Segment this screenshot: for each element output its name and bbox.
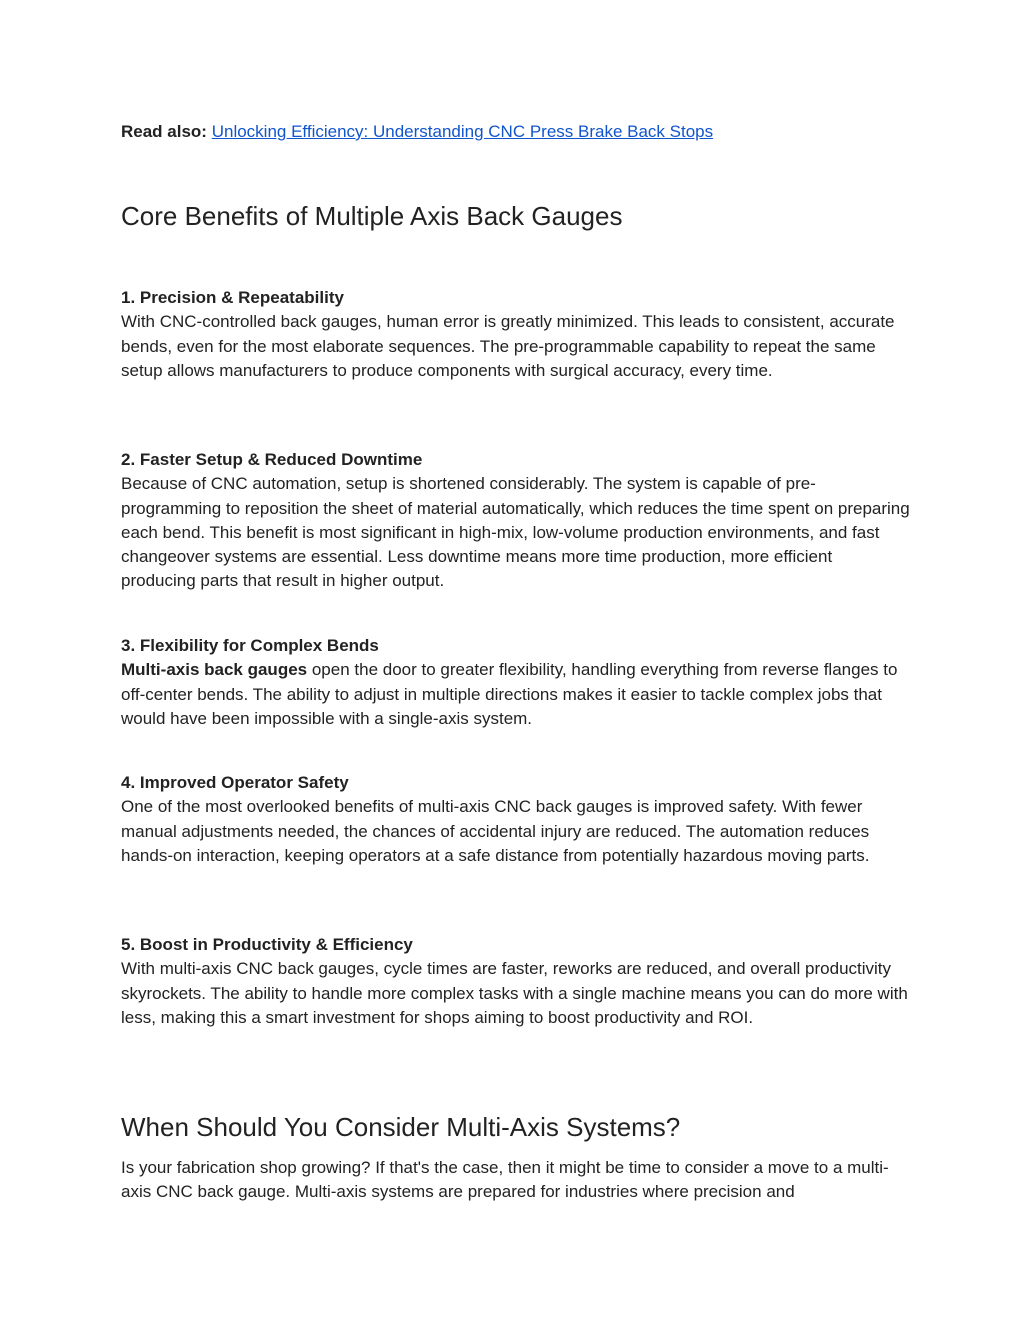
- benefit-3-lead: Multi-axis back gauges: [121, 660, 308, 680]
- read-also-link[interactable]: Unlocking Efficiency: Understanding CNC Press Brake Back Stops: [211, 122, 714, 141]
- benefit-4: [121, 771, 911, 868]
- when-consider-intro: Is your fabrication shop growing? If that's the case, then it might be time to consider a move to a multi-axis CNC back gauge. Multi-axis systems are prepared for industries where precision and: [121, 1158, 889, 1202]
- benefit-2-body: Because of CNC automation, setup is shortened considerably. The system is capable of pre-programming to reposition the sheet of material automatically, which reduces the time spent on preparing each bend. This benefit is most significant in high-mix, low-volume production environments, and fast changeover systems are essential. Less downtime means more time production, more efficient producing parts that result in higher output.: [121, 474, 910, 591]
- benefit-3-paragraph: [121, 658, 911, 731]
- core-benefits-heading: Core Benefits of Multiple Axis Back Gauges: [121, 201, 623, 231]
- benefit-3-title: 3. Flexibility for Complex Bends: [121, 636, 379, 655]
- when-consider-heading: When Should You Consider Multi-Axis Systems?: [121, 1112, 681, 1142]
- benefit-5-body: With multi-axis CNC back gauges, cycle times are faster, reworks are reduced, and overall productivity skyrockets. The ability to handle more complex tasks with a single machine means you can do more with less, making this a smart investment for shops aiming to boost productivity and ROI.: [121, 959, 908, 1027]
- read-also-label: Read also:: [121, 122, 207, 141]
- benefit-3: [121, 634, 911, 731]
- benefit-4-body: One of the most overlooked benefits of multi-axis CNC back gauges is improved safety. With fewer manual adjustments needed, the chances of accidental injury are reduced. The automation reduces hands-on interaction, keeping operators at a safe distance from potentially hazardous moving parts.: [121, 797, 870, 865]
- benefit-5-title: 5. Boost in Productivity & Efficiency: [121, 935, 413, 954]
- benefit-4-title: 4. Improved Operator Safety: [121, 773, 349, 792]
- read-also: [121, 120, 713, 144]
- benefit-2-title: 2. Faster Setup & Reduced Downtime: [121, 450, 423, 469]
- benefit-1-body: With CNC-controlled back gauges, human error is greatly minimized. This leads to consistent, accurate bends, even for the most elaborate sequences. The pre-programmable capability to repeat the same setup allows manufacturers to produce components with surgical accuracy, every time.: [121, 312, 895, 380]
- benefit-1-title: 1. Precision & Repeatability: [121, 288, 344, 307]
- benefit-3-body: open the door to greater flexibility, handling everything from reverse flanges to off-center bends. The ability to adjust in multiple directions makes it easier to tackle complex jobs that would have been impossible with a single-axis system.: [121, 660, 898, 728]
- benefit-2: [121, 448, 911, 594]
- benefit-5: [121, 933, 911, 1030]
- benefit-1: [121, 286, 911, 383]
